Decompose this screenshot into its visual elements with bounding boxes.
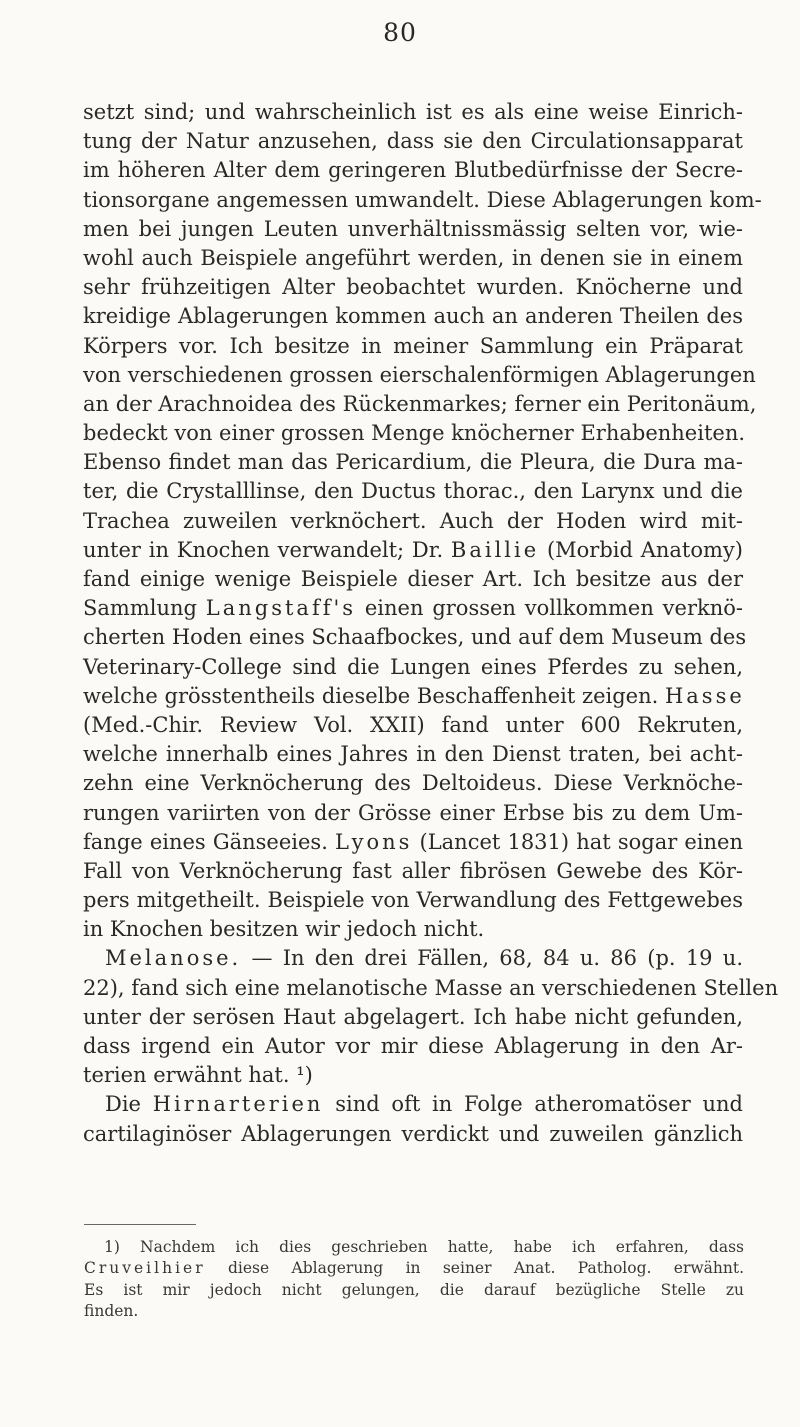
- text-line: [83, 682, 743, 711]
- page-number: 80: [383, 18, 417, 47]
- text-run: Die: [105, 1092, 153, 1117]
- text-line: [83, 944, 743, 973]
- author-name-langstaff: Langstaff's: [205, 596, 357, 621]
- footnote: [84, 1237, 744, 1323]
- text-run: — In den drei Fällen, 68, 84 u. 86 (p. 19 u.: [241, 946, 743, 971]
- text-line: (Med.-Chir. Review Vol. XXII) fand unter 600 Rekruten,: [83, 712, 743, 737]
- text-line: Veterinary-College sind die Lungen eines Pferdes zu sehen,: [83, 654, 743, 679]
- author-name-baillie: Baillie: [450, 537, 540, 562]
- footnote-line: [84, 1258, 744, 1279]
- text-line: sehr frühzeitigen Alter beobachtet wurden. Knöcherne und: [83, 275, 743, 300]
- text-line: tung der Natur anzusehen, dass sie den Circulationsapparat: [83, 129, 743, 154]
- text-run: diese Ablagerung in seiner Anat. Patholog. erwähnt.: [205, 1259, 744, 1278]
- text-run: (Morbid Anatomy): [539, 537, 743, 562]
- text-run: unter in Knochen verwandelt; Dr.: [83, 537, 451, 562]
- text-line: von verschiedenen grossen eierschalenförmigen Ablagerungen: [83, 362, 756, 387]
- text-run: einen grossen vollkommen verknö-: [356, 596, 744, 621]
- text-line: dass irgend ein Autor vor mir diese Ablagerung in den Ar-: [83, 1034, 743, 1058]
- text-line: [83, 1090, 743, 1119]
- text-run: Sammlung: [83, 596, 206, 621]
- text-line: [83, 536, 743, 565]
- text-line: zehn eine Verknöcherung des Deltoideus. Diese Verknöche-: [83, 771, 743, 796]
- text-line: cherten Hoden eines Schaafbockes, und auf dem Museum des: [83, 625, 747, 650]
- footnote-line: 1) Nachdem ich dies geschrieben hatte, habe ich erfahren, dass: [104, 1238, 744, 1256]
- text-line: setzt sind; und wahrscheinlich ist es als eine weise Einrich-: [83, 100, 743, 124]
- footnote-line: Es ist mir jedoch nicht gelungen, die darauf bezügliche Stelle zu: [84, 1280, 744, 1299]
- text-line: Ebenso findet man das Pericardium, die Pleura, die Dura ma-: [83, 450, 743, 475]
- text-line: wohl auch Beispiele angeführt werden, in denen sie in einem: [83, 245, 743, 270]
- text-line: an der Arachnoidea des Rückenmarkes; ferner ein Peritonäum,: [83, 391, 757, 416]
- text-line: welche innerhalb eines Jahres in den Dienst traten, bei acht-: [83, 742, 743, 767]
- text-run: sind oft in Folge atheromatöser und: [323, 1092, 744, 1117]
- author-name-cruveilhier: Cruveilhier: [84, 1259, 206, 1278]
- author-name-lyons: Lyons: [335, 829, 413, 854]
- text-line: pers mitgetheilt. Beispiele von Verwandlung des Fettgewebes: [83, 888, 743, 913]
- author-name-hasse: Hasse: [664, 683, 745, 708]
- body-text: [83, 98, 779, 1149]
- text-line: Trachea zuweilen verknöchert. Auch der Hoden wird mit-: [83, 508, 743, 533]
- text-line: Fall von Verknöcherung fast aller fibrösen Gewebe des Kör-: [83, 858, 743, 883]
- text-line: men bei jungen Leuten unverhältnissmässig selten vor, wie-: [83, 216, 743, 241]
- section-term-melanose: Melanose.: [105, 946, 242, 971]
- text-line: [83, 828, 743, 857]
- text-run: (Lancet 1831) hat sogar einen: [412, 829, 743, 854]
- text-line: fand einige wenige Beispiele dieser Art. Ich besitze aus der: [83, 567, 743, 591]
- section-term-hirnarterien: Hirnarterien: [152, 1092, 324, 1117]
- text-line: terien erwähnt hat. ¹): [83, 1063, 313, 1088]
- text-run: fange eines Gänseeies.: [83, 829, 335, 854]
- text-line: [83, 594, 743, 623]
- text-line: ter, die Crystalllinse, den Ductus thorac., den Larynx und die: [83, 479, 743, 504]
- text-line: kreidige Ablagerungen kommen auch an anderen Theilen des: [83, 304, 743, 329]
- text-line: im höheren Alter dem geringeren Blutbedürfnisse der Secre-: [83, 158, 743, 183]
- text-line: rungen variirten von der Grösse einer Erbse bis zu dem Um-: [83, 800, 743, 825]
- text-line: 22), fand sich eine melanotische Masse an verschiedenen Stellen: [83, 975, 779, 1000]
- footnote-line: finden.: [84, 1302, 139, 1321]
- footnote-divider: [84, 1224, 196, 1225]
- text-run: welche grösstentheils dieselbe Beschaffenheit zeigen.: [83, 683, 665, 708]
- text-line: tionsorgane angemessen umwandelt. Diese Ablagerungen kom-: [83, 187, 762, 212]
- text-line: bedeckt von einer grossen Menge knöcherner Erhabenheiten.: [83, 421, 746, 446]
- text-line: cartilaginöser Ablagerungen verdickt und zuweilen gänzlich: [83, 1121, 743, 1146]
- text-line: Körpers vor. Ich besitze in meiner Sammlung ein Präparat: [83, 333, 743, 358]
- text-line: in Knochen besitzen wir jedoch nicht.: [83, 917, 485, 942]
- text-line: unter der serösen Haut abgelagert. Ich habe nicht gefunden,: [83, 1004, 743, 1029]
